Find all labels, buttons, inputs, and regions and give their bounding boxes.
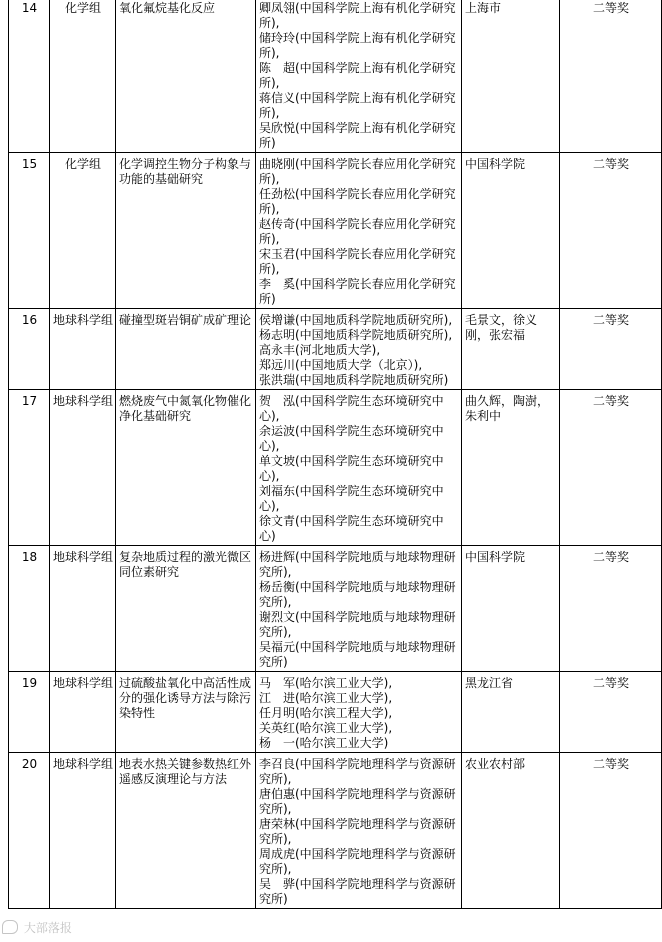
award-title-cell: 碰撞型斑岩铜矿成矿理论 xyxy=(116,309,256,390)
winner-entry: 关英红(哈尔滨工业大学), xyxy=(259,721,393,735)
award-table xyxy=(8,0,662,909)
award-level-cell: 二等奖 xyxy=(560,309,662,390)
award-group-cell: 化学组 xyxy=(50,153,116,309)
winner-entry: 陈 超(中国科学院上海有机化学研究所), xyxy=(259,61,456,90)
award-people-cell xyxy=(256,153,462,309)
award-level-cell: 二等奖 xyxy=(560,672,662,753)
award-number-cell: 14 xyxy=(9,0,50,153)
winner-entry: 贺 泓(中国科学院生态环境研究中心), xyxy=(259,394,444,423)
award-people-cell xyxy=(256,309,462,390)
award-number-cell: 19 xyxy=(9,672,50,753)
winner-entry: 蒋信义(中国科学院上海有机化学研究所), xyxy=(259,91,456,120)
award-people-cell xyxy=(256,546,462,672)
award-number-cell: 17 xyxy=(9,390,50,546)
table-row xyxy=(9,153,662,309)
award-nominator-cell: 黑龙江省 xyxy=(462,672,560,753)
winner-entry: 单文坡(中国科学院生态环境研究中心), xyxy=(259,454,444,483)
award-nominator-cell: 毛景文，徐义刚，张宏福 xyxy=(462,309,560,390)
winner-entry: 张洪瑞(中国地质科学院地质研究所) xyxy=(259,373,449,387)
award-people-cell xyxy=(256,0,462,153)
winner-entry: 宋玉君(中国科学院长春应用化学研究所), xyxy=(259,247,456,276)
winner-entry: 李召良(中国科学院地理科学与资源研究所), xyxy=(259,757,456,786)
winner-entry: 刘福东(中国科学院生态环境研究中心), xyxy=(259,484,444,513)
winner-entry: 任劲松(中国科学院长春应用化学研究所), xyxy=(259,187,456,216)
winner-entry: 杨 一(哈尔滨工业大学) xyxy=(259,736,389,750)
winner-entry: 曲晓刚(中国科学院长春应用化学研究所), xyxy=(259,157,456,186)
award-level-cell: 二等奖 xyxy=(560,753,662,909)
winner-entry: 杨岳衡(中国科学院地质与地球物理研究所), xyxy=(259,580,456,609)
winner-entry: 江 进(哈尔滨工业大学), xyxy=(259,691,393,705)
winner-entry: 谢烈文(中国科学院地质与地球物理研究所), xyxy=(259,610,456,639)
winner-entry: 任月明(哈尔滨工程大学), xyxy=(259,706,393,720)
winner-entry: 吴 骅(中国科学院地理科学与资源研究所) xyxy=(259,877,456,906)
award-nominator-cell: 中国科学院 xyxy=(462,546,560,672)
winner-entry: 周成虎(中国科学院地理科学与资源研究所), xyxy=(259,847,456,876)
chat-bubble-icon xyxy=(2,920,18,934)
award-number-cell: 20 xyxy=(9,753,50,909)
award-level-cell: 二等奖 xyxy=(560,0,662,153)
award-people-cell xyxy=(256,753,462,909)
winner-entry: 侯增谦(中国地质科学院地质研究所), xyxy=(259,313,453,327)
award-group-cell: 地球科学组 xyxy=(50,309,116,390)
award-number-cell: 18 xyxy=(9,546,50,672)
award-nominator-cell: 上海市 xyxy=(462,0,560,153)
watermark xyxy=(2,920,72,936)
award-group-cell: 化学组 xyxy=(50,0,116,153)
award-table-body xyxy=(9,0,662,909)
award-level-cell: 二等奖 xyxy=(560,153,662,309)
winner-entry: 储玲玲(中国科学院上海有机化学研究所), xyxy=(259,31,456,60)
award-nominator-cell: 农业农村部 xyxy=(462,753,560,909)
winner-entry: 赵传奇(中国科学院长春应用化学研究所), xyxy=(259,217,456,246)
winner-entry: 唐荣林(中国科学院地理科学与资源研究所), xyxy=(259,817,456,846)
winner-entry: 余运波(中国科学院生态环境研究中心), xyxy=(259,424,444,453)
watermark-text: 大部落报 xyxy=(23,921,72,935)
table-row xyxy=(9,0,662,153)
award-people-cell xyxy=(256,390,462,546)
winner-entry: 吴福元(中国科学院地质与地球物理研究所) xyxy=(259,640,456,669)
award-title-cell: 复杂地质过程的激光微区同位素研究 xyxy=(116,546,256,672)
award-title-cell: 氧化氟烷基化反应 xyxy=(116,0,256,153)
table-row xyxy=(9,672,662,753)
award-number-cell: 16 xyxy=(9,309,50,390)
winner-entry: 唐伯惠(中国科学院地理科学与资源研究所), xyxy=(259,787,456,816)
award-title-cell: 化学调控生物分子构象与功能的基础研究 xyxy=(116,153,256,309)
award-number-cell: 15 xyxy=(9,153,50,309)
award-level-cell: 二等奖 xyxy=(560,390,662,546)
award-group-cell: 地球科学组 xyxy=(50,753,116,909)
award-title-cell: 燃烧废气中氮氧化物催化净化基础研究 xyxy=(116,390,256,546)
winner-entry: 李 奚(中国科学院长春应用化学研究所) xyxy=(259,277,456,306)
winner-entry: 杨志明(中国地质科学院地质研究所), xyxy=(259,328,453,342)
award-title-cell: 地表水热关键参数热红外遥感反演理论与方法 xyxy=(116,753,256,909)
award-title-cell: 过硫酸盐氧化中高活性成分的强化诱导方法与除污染特性 xyxy=(116,672,256,753)
winner-entry: 郑远川(中国地质大学（北京）), xyxy=(259,358,423,372)
award-group-cell: 地球科学组 xyxy=(50,546,116,672)
table-row xyxy=(9,390,662,546)
winner-entry: 徐文青(中国科学院生态环境研究中心) xyxy=(259,514,444,543)
award-nominator-cell: 中国科学院 xyxy=(462,153,560,309)
winner-entry: 杨进辉(中国科学院地质与地球物理研究所), xyxy=(259,550,456,579)
award-group-cell: 地球科学组 xyxy=(50,672,116,753)
winner-entry: 卿凤翎(中国科学院上海有机化学研究所), xyxy=(259,1,456,30)
award-people-cell xyxy=(256,672,462,753)
award-nominator-cell: 曲久辉，陶澍，朱利中 xyxy=(462,390,560,546)
award-level-cell: 二等奖 xyxy=(560,546,662,672)
table-row xyxy=(9,309,662,390)
winner-entry: 吴欣悦(中国科学院上海有机化学研究所) xyxy=(259,121,456,150)
table-row xyxy=(9,753,662,909)
award-group-cell: 地球科学组 xyxy=(50,390,116,546)
winner-entry: 马 军(哈尔滨工业大学), xyxy=(259,676,393,690)
table-row xyxy=(9,546,662,672)
winner-entry: 高永丰(河北地质大学), xyxy=(259,343,381,357)
